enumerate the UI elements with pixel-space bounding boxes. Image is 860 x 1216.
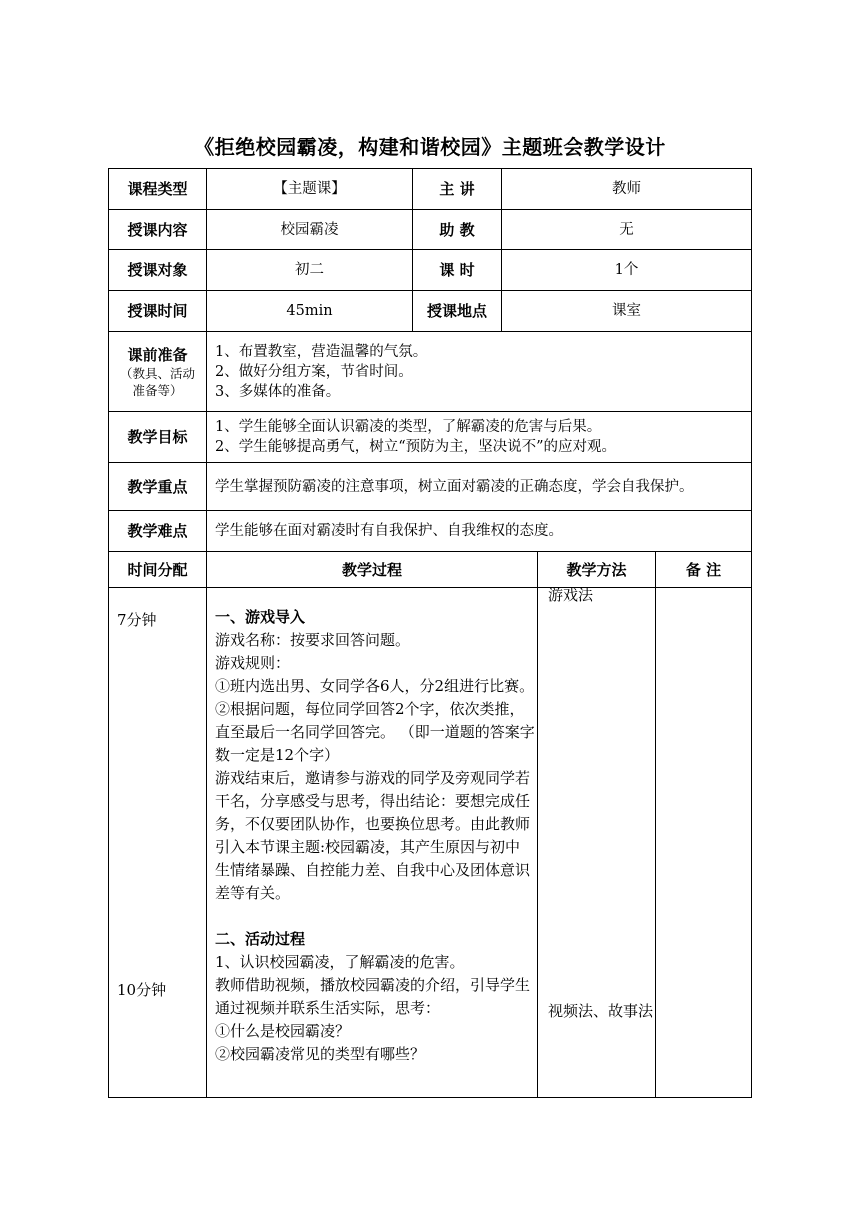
header-note: 备 注 xyxy=(656,552,752,588)
section-1-title: 一、游戏导入 xyxy=(215,608,306,626)
assistant-value: 无 xyxy=(502,210,752,250)
prep-label: 课前准备 xyxy=(127,345,188,364)
prep-sublabel: （教具、活动准备等） xyxy=(119,365,195,398)
document-title: 《拒绝校园霸凌，构建和谐校园》主题班会教学设计 xyxy=(194,135,666,159)
time-allocation-2: 10分钟 xyxy=(117,981,167,999)
section-1-line: ①班内选出男、女同学各6人，分2组进行比赛。 xyxy=(215,677,535,695)
teaching-process-text xyxy=(215,606,535,1066)
prep-content xyxy=(207,332,752,412)
course-type-value: 【主题课】 xyxy=(207,169,413,210)
section-2-line: ②校园霸凌常见的类型有哪些？ xyxy=(215,1045,426,1063)
method-2: 视频法、故事法 xyxy=(548,1002,654,1020)
note-cell xyxy=(656,588,752,1098)
time-value: 45min xyxy=(207,291,413,332)
section-2-line: ①什么是校园霸凌？ xyxy=(215,1022,351,1040)
section-1-line: 游戏规则： xyxy=(215,654,291,672)
assistant-label: 助 教 xyxy=(413,210,502,250)
time-cell xyxy=(109,588,207,1098)
header-process: 教学过程 xyxy=(207,552,538,588)
section-1-line: 游戏名称：按要求回答问题。 xyxy=(215,631,411,649)
content-label: 授课内容 xyxy=(109,210,207,250)
section-1-line: 游戏结束后，邀请参与游戏的同学及旁观同学若干名，分享感受与思考，得出结论：要想完成任务，不仅要团队协作，也要换位思考。由此教师引入本节课主题:校园霸凌，其产生原因与初中生情绪暴躁、自控能力差、自我中心及团体意识差等有关。 xyxy=(215,769,531,902)
goals-content xyxy=(207,412,752,463)
course-type-label: 课程类型 xyxy=(109,169,207,210)
goals-label: 教学目标 xyxy=(109,412,207,463)
prep-label-cell xyxy=(109,332,207,412)
prep-line: 3、多媒体的准备。 xyxy=(215,383,341,400)
hours-value: 1个 xyxy=(502,250,752,291)
place-label: 授课地点 xyxy=(413,291,502,332)
goal-line: 1、学生能够全面认识霸凌的类型，了解霸凌的危害与后果。 xyxy=(215,419,602,435)
section-1-line: ②根据问题，每位同学回答2个字，依次类推，直至最后一名同学回答完。 （即一道题的答案字数一定是12个字） xyxy=(215,700,535,764)
header-time: 时间分配 xyxy=(109,552,207,588)
content-value: 校园霸凌 xyxy=(207,210,413,250)
place-value: 课室 xyxy=(502,291,752,332)
section-2-line: 教师借助视频，播放校园霸凌的介绍，引导学生通过视频并联系生活实际，思考： xyxy=(215,976,531,1017)
lecturer-label: 主 讲 xyxy=(413,169,502,210)
lecturer-value: 教师 xyxy=(502,169,752,210)
section-2-title: 二、活动过程 xyxy=(215,930,306,948)
goal-line: 2、学生能够提高勇气，树立“预防为主，坚决说不”的应对观。 xyxy=(215,439,617,455)
header-method: 教学方法 xyxy=(538,552,656,588)
prep-line: 1、布置教室，营造温馨的气氛。 xyxy=(215,343,428,360)
difficulty-text: 学生能够在面对霸凌时有自我保护、自我维权的态度。 xyxy=(207,511,752,552)
target-label: 授课对象 xyxy=(109,250,207,291)
time-allocation-1: 7分钟 xyxy=(117,611,157,629)
prep-line: 2、做好分组方案，节省时间。 xyxy=(215,363,413,380)
key-point-text: 学生掌握预防霸凌的注意事项，树立面对霸凌的正确态度，学会自我保护。 xyxy=(207,463,752,511)
time-label: 授课时间 xyxy=(109,291,207,332)
difficulty-label: 教学难点 xyxy=(109,511,207,552)
method-1: 游戏法 xyxy=(548,586,594,604)
hours-label: 课 时 xyxy=(413,250,502,291)
target-value: 初二 xyxy=(207,250,413,291)
section-2-line: 1、认识校园霸凌，了解霸凌的危害。 xyxy=(215,953,465,971)
key-point-label: 教学重点 xyxy=(109,463,207,511)
